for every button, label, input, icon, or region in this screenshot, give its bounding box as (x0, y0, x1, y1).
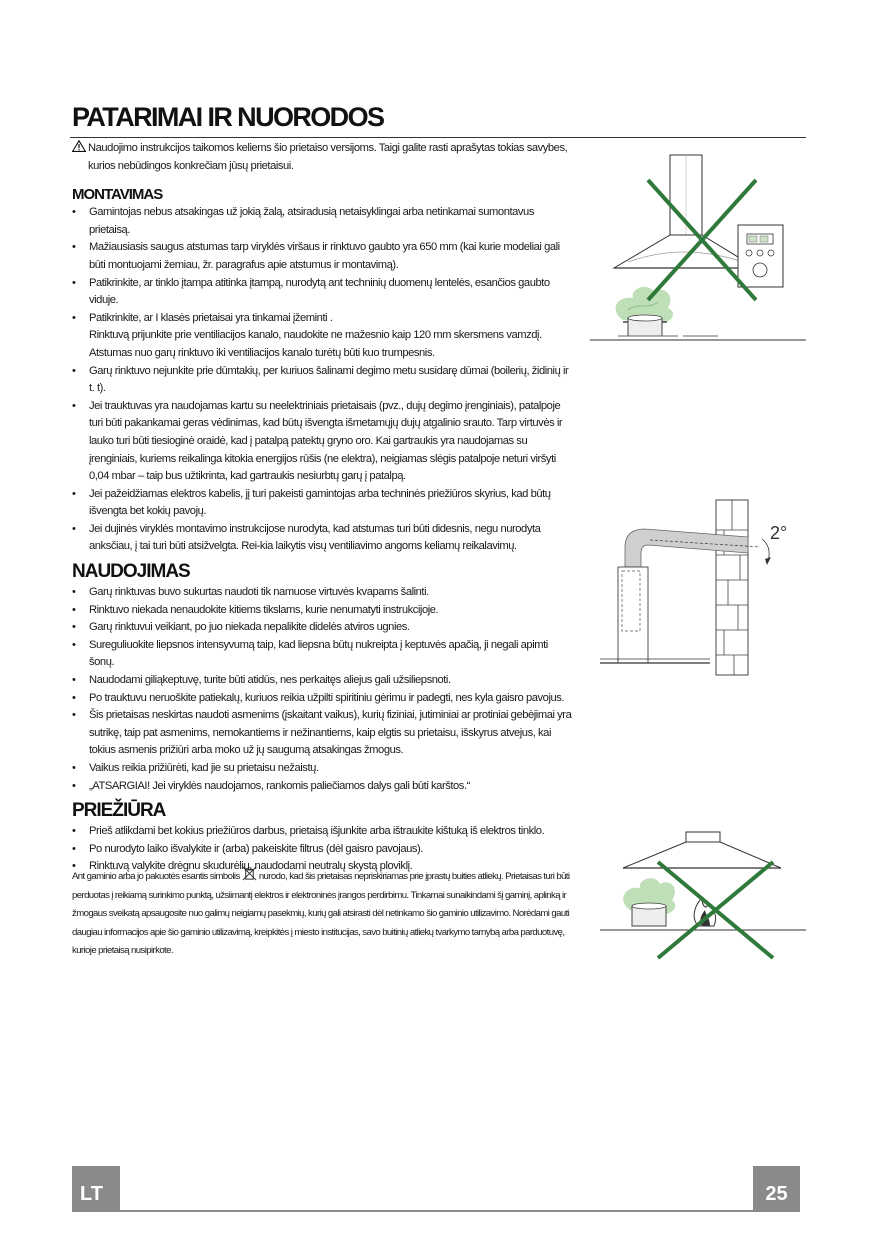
footer-page-tab (753, 1166, 800, 1212)
pot-icon (623, 315, 667, 336)
list-item: • Jei dujinės viryklės montavimo instrukcijose nurodyta, kad atstumas turi būti didesnis, negu nurodyta anksčiau, į tai turi būti atsižvelgta. Rei-kia laikytis visų ventiliavimo angoms keliamų reikalavimų. (72, 521, 574, 556)
disposal-text-after: nurodo, kad šis prietaisas nepriskiriamas prie įprastų buities atliekų. Prietaisas turi būti perduotas į reikiamą surinkimo punktą, užsiimantį elektros ir elektroninės įrangos perdirbimu. Tinkamai sunaikindami šį gaminį, aplinką ir žmogaus sveikatą apsaugosite nuo galimų neigiamų pasekmių, kurių gali atsirasti dėl netinkamo šio gaminio utilizavimo. Norėdami gauti daugiau informacijos apie šio gaminio utilizavimą, kreipkitės į miesto institucijas, savo buitinių atliekų tvarkymo tarnybą arba parduotuvę, kurioje prietaisą nusipirkote. (72, 871, 570, 957)
list-item: • Naudodami giliąkeptuvę, turite būti atidūs, nes perkaitęs aliejus gali užsiliepsnoti. (72, 672, 574, 690)
list-item-text: Rinktuvą prijunkite prie ventiliacijos kanalo, naudokite ne mažesnio kaip 120 mm skersmens vamzdį. Atstumas nuo garų rinktuvo iki ventiliacijos kanalo turėtų būti kuo trumpesnis. (89, 329, 542, 359)
warning-icon (72, 140, 86, 152)
pot-icon (632, 903, 666, 926)
title-rule (70, 137, 806, 138)
footer-language: LT (80, 1183, 103, 1205)
list-item: • Garų rinktuvo nejunkite prie dūmtakių, per kuriuos šalinami degimo metu susidarę dūmai (boilerių, židinių ir t. t). (72, 363, 574, 398)
list-item: • Patikrinkite, ar tinklo įtampa atitinka įtampą, nurodytą ant techninių duomenų lentelės, esančios gaubto viduje. (72, 275, 574, 310)
list-item: • Po trauktuvu neruoškite patiekalų, kuriuos reikia užpilti spiritiniu gėrimu ir padegti, nes kyla gaisro pavojus. (72, 690, 574, 708)
intro-text: Naudojimo instrukcijos taikomos keliems šio prietaiso versijoms. Taigi galite rasti aprašytas tokias savybes, kurios nebūdingos konkrečiam jūsų prietaisui. (88, 142, 568, 172)
open-flame-illustration (598, 830, 808, 970)
list-item: • Prieš atlikdami bet kokius priežiūros darbus, prietaisą išjunkite arba ištraukite kištuką iš elektros tinklo. (72, 823, 574, 841)
duct-slope-illustration (600, 495, 805, 680)
list-item: • Garų rinktuvui veikiant, po juo niekada nepalikite didelės atviros ugnies. (72, 619, 574, 637)
disposal-note (72, 866, 572, 961)
section-heading-naudojimas: NAUDOJIMAS (72, 561, 190, 583)
list-item: • Vaikus reikia prižiūrėti, kad jie su prietaisu nežaistų. (72, 760, 574, 778)
section-heading-prieziura: PRIEŽIŪRA (72, 800, 166, 822)
intro-note (72, 140, 574, 175)
list-item: • Garų rinktuvas buvo sukurtas naudoti tik namuose virtuvės kvapams šalinti. (72, 584, 574, 602)
list-item: • Šis prietaisas neskirtas naudoti asmenims (įskaitant vaikus), kurių fiziniai, jutiminiai ar protiniai gebėjimai yra sutrikę, taip pat asmenims, nemokantiems ir nežinantiems, kaip elgtis su prietaisu, išskyrus atvejus, kai tokius asmenis prižiūri arba moko už jų saugumą atsakingas žmogus. (72, 707, 574, 760)
list-item: • „ATSARGIAI! Jei viryklės naudojamos, rankomis paliečiamos dalys gali būti karštos.“ (72, 778, 574, 796)
prohibited-cross-icon (658, 862, 773, 958)
main-content (72, 140, 574, 880)
page-title: PATARIMAI IR NUORODOS (72, 102, 384, 132)
brick-wall-icon (716, 500, 748, 675)
disposal-text-before: Ant gaminio arba jo pakuotės esantis simbolis (72, 871, 240, 882)
list-item: • Jei pažeidžiamas elektros kabelis, jį turi pakeisti gamintojas arba techninės priežiūros skyrius, kad būtų išvengta bet kokių pavojų. (72, 486, 574, 521)
naudojimas-list (72, 584, 574, 795)
list-item: • Mažiausiasis saugus atstumas tarp viryklės viršaus ir rinktuvo gaubto yra 650 mm (kai kurie modeliai gali būti montuojami žemiau, žr. paragrafus apie atstumus ir montavimą). (72, 239, 574, 274)
slope-angle-label: 2° (770, 523, 788, 543)
list-item (72, 310, 574, 363)
list-item: • Rinktuvą valykite drėgnu skudurėliu, naudodami neutralų skystą ploviklį. (72, 858, 574, 876)
list-item: • Gamintojas nebus atsakingas už jokią žalą, atsiradusią netaisyklingai arba netinkamai sumontavus prietaisą. (72, 204, 574, 239)
control-panel-icon (738, 225, 783, 287)
montavimas-list (72, 204, 574, 556)
section-heading-montavimas: MONTAVIMAS (72, 186, 163, 204)
hood-control-panel-illustration (588, 150, 808, 345)
list-item: • Sureguliuokite liepsnos intensyvumą taip, kad liepsna būtų nukreipta į keptuvės apačią, ji negali apimti šonų. (72, 637, 574, 672)
list-item: • Jei trauktuvas yra naudojamas kartu su neelektriniais prietaisais (pvz., dujų degimo įrenginiais), patalpoje turi būti pakankamai geras vėdinimas, kad būtų išvengta išmetamųjų dujų atgalinio srauto. Tarp virtuvės ir lauko turi būti tiesioginė oraidė, kad į patalpą patektų gryno oro. Kai gartraukis yra naudojamas su įrenginiais, kuriems reikalinga kitokia energijos rūšis (ne elektra), neigiamas slėgis patalpoje neturi viršyti 0,04 mbar – taip bus užtikrinta, kad gartraukis nesiurbtų garų į patalpą. (72, 398, 574, 486)
crossed-bin-icon (242, 866, 257, 881)
footer-rule (120, 1210, 753, 1212)
footer-language-tab (72, 1166, 120, 1212)
page-number: 25 (765, 1183, 788, 1205)
list-item: • Po nurodyto laiko išvalykite ir (arba) pakeiskite filtrus (dėl gaisro pavojaus). (72, 841, 574, 859)
list-item-text: • Patikrinkite, ar I klasės prietaisai yra tinkamai įžeminti . (89, 311, 333, 324)
list-item: • Rinktuvo niekada nenaudokite kitiems tikslams, kurie nenumatyti instrukcijoje. (72, 602, 574, 620)
